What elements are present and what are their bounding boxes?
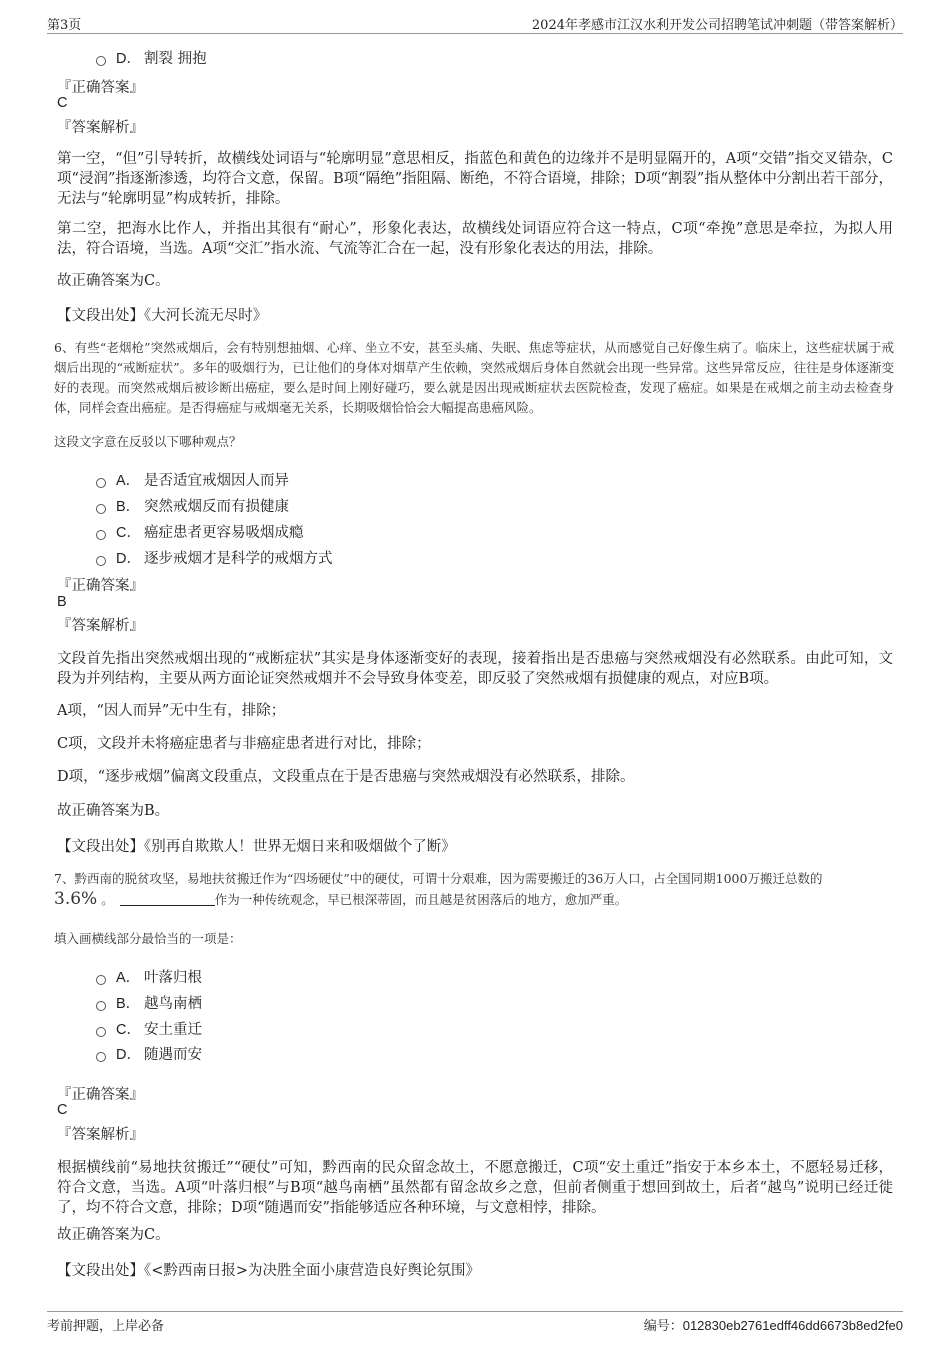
radio-icon[interactable] [96,1001,106,1011]
q6-analysis-p3: C项，文段并未将癌症患者与非癌症患者进行对比，排除； [57,736,431,752]
footer-id-label: 编号： [643,1319,683,1334]
q5-analysis-p2: 第二空，把海水比作人，并指出其很有“耐心”，形象化表达，故横线处词语应符合这一特点，C项“牵挽”意思是牵拉，为拟人用法，符合语境，当选。A项“交汇”指水流、气流等汇合在一起，没有形象化表达的用法，排除。 [57,221,893,257]
option-text: 逐步戒烟才是科学的戒烟方式 [144,551,333,567]
radio-icon[interactable] [96,1027,106,1037]
option-text: 割裂 拥抱 [144,51,207,67]
q7-option-a[interactable] [96,966,202,987]
document-title: 2024年孝感市江汉水利开发公司招聘笔试冲刺题（带答案解析） [531,18,903,33]
option-letter: A． [116,473,141,489]
q7-stem-percent: 3.6% [54,889,98,909]
q7-source: 【文段出处】《<黔西南日报>为决胜全面小康营造良好舆论氛围》 [57,1263,481,1279]
q5-answer: C [57,95,68,111]
q5-answer-label: 『正确答案』 [57,80,144,96]
q6-option-b[interactable] [96,495,289,516]
radio-icon[interactable] [96,556,106,566]
q6-stem: 6、有些“老烟枪”突然戒烟后，会有特别想抽烟、心痒、坐立不安，甚至头痛、失眠、焦虑等症状，从而感觉自己好像生病了。临床上，这些症状属于戒烟后出现的“戒断症状”。多年的吸烟行为，已让他们的身体对烟草产生依赖，突然戒烟后身体自然就会出现一些异常。这些异常反应，往往是身体逐渐变好的表现。而突然戒烟后被诊断出癌症，要么是时间上刚好碰巧，要么就是因出现戒断症状去医院检查，发现了癌症。如果是在戒烟之前主动去检查身体，同样会查出癌症。是否得癌症与戒烟毫无关系，长期吸烟恰恰会大幅提高患癌风险。 [54,340,894,415]
option-letter: D． [116,551,141,567]
page-footer [47,1311,903,1334]
page-header [47,13,903,34]
option-text: 越鸟南栖 [144,996,202,1012]
q7-option-c[interactable] [96,1018,202,1039]
q7-stem-period: 。 [101,892,114,907]
option-letter: A． [116,970,141,986]
footer-id [644,1315,903,1334]
q6-analysis-p4: D项，“逐步戒烟”偏离文段重点，文段重点在于是否患癌与突然戒烟没有必然联系，排除。 [57,769,635,785]
footer-slogan: 考前押题，上岸必备 [47,1319,165,1334]
q7-stem-line2 [54,889,894,910]
radio-icon[interactable] [96,530,106,540]
q7-fill-blank [120,891,215,906]
radio-icon[interactable] [96,56,106,66]
q6-question: 这段文字意在反驳以下哪种观点？ [54,434,242,449]
option-letter: B． [116,996,141,1012]
option-letter: D． [116,51,141,67]
option-text: 癌症患者更容易吸烟成瘾 [144,525,304,541]
q6-answer-label: 『正确答案』 [57,578,144,594]
radio-icon[interactable] [96,1052,106,1062]
q6-analysis-label: 『答案解析』 [57,618,144,634]
q6-analysis-p1: 文段首先指出突然戒烟出现的“戒断症状”其实是身体逐渐变好的表现，接着指出是否患癌与突然戒烟没有必然联系。由此可知，文段为并列结构，主要从两方面论证突然戒烟并不会导致身体变差，即反驳了突然戒烟有损健康的观点，对应B项。 [57,651,893,687]
radio-icon[interactable] [96,504,106,514]
q5-analysis-p1: 第一空，“但”引导转折，故横线处词语与“轮廓明显”意思相反，指蓝色和黄色的边缘并不是明显隔开的，A项“交错”指交叉错杂，C项“浸润”指逐渐渗透，均符合文意，保留。B项“隔绝”指阻隔、断绝，不符合语境，排除；D项“割裂”指从整体中分割出若干部分，无法与“轮廓明显”构成转折，排除。 [57,151,893,207]
q6-option-d[interactable] [96,547,333,568]
q7-stem-rest: 作为一种传统观念，早已根深蒂固，而且越是贫困落后的地方，愈加严重。 [214,892,628,907]
q7-analysis-label: 『答案解析』 [57,1127,144,1143]
q5-option-d[interactable] [96,47,207,68]
q7-answer-label: 『正确答案』 [57,1087,144,1103]
option-text: 突然戒烟反而有损健康 [144,499,289,515]
q6-option-c[interactable] [96,521,304,542]
option-text: 随遇而安 [144,1047,202,1063]
option-letter: C． [116,525,141,541]
radio-icon[interactable] [96,478,106,488]
option-letter: D． [116,1047,141,1063]
q7-analysis-p1: 根据横线前“易地扶贫搬迁”“硬仗”可知，黔西南的民众留念故土，不愿意搬迁，C项“安土重迁”指安于本乡本土，不愿轻易迁移，符合文意，当选。A项“叶落归根”与B项“越鸟南栖”虽然都有留念故乡之意，但前者侧重于想回到故土，后者“越鸟”说明已经迁徙了，均不符合文意，排除；D项“随遇而安”指能够适应各种环境，与文意相悖，排除。 [57,1160,893,1216]
q6-option-a[interactable] [96,469,289,490]
q6-analysis-p2: A项，“因人而异”无中生有，排除； [57,703,286,719]
footer-id-code: 012830eb2761edff46dd6673b8ed2fe0 [682,1318,903,1333]
q7-answer: C [57,1102,68,1118]
q6-answer: B [57,594,67,610]
q6-conclusion: 故正确答案为B。 [57,803,170,819]
option-text: 安土重迁 [144,1022,202,1038]
q7-conclusion: 故正确答案为C。 [57,1227,170,1243]
q7-stem-line1: 7、黔西南的脱贫攻坚，易地扶贫搬迁作为“四场硬仗”中的硬仗，可谓十分艰难，因为需要搬迁的36万人口，占全国同期1000万搬迁总数的 [54,871,823,886]
option-letter: C． [116,1022,141,1038]
q7-question: 填入画横线部分最恰当的一项是： [54,931,242,946]
q6-source: 【文段出处】《别再自欺欺人！世界无烟日来和吸烟做个了断》 [57,839,456,855]
option-text: 是否适宜戒烟因人而异 [144,473,289,489]
option-letter: B． [116,499,141,515]
q5-analysis-label: 『答案解析』 [57,120,144,136]
q7-option-d[interactable] [96,1043,202,1064]
q7-option-b[interactable] [96,992,202,1013]
radio-icon[interactable] [96,975,106,985]
q5-source: 【文段出处】《大河长流无尽时》 [57,308,268,324]
option-text: 叶落归根 [144,970,202,986]
page-number: 第3页 [47,18,82,33]
q5-conclusion: 故正确答案为C。 [57,273,170,289]
